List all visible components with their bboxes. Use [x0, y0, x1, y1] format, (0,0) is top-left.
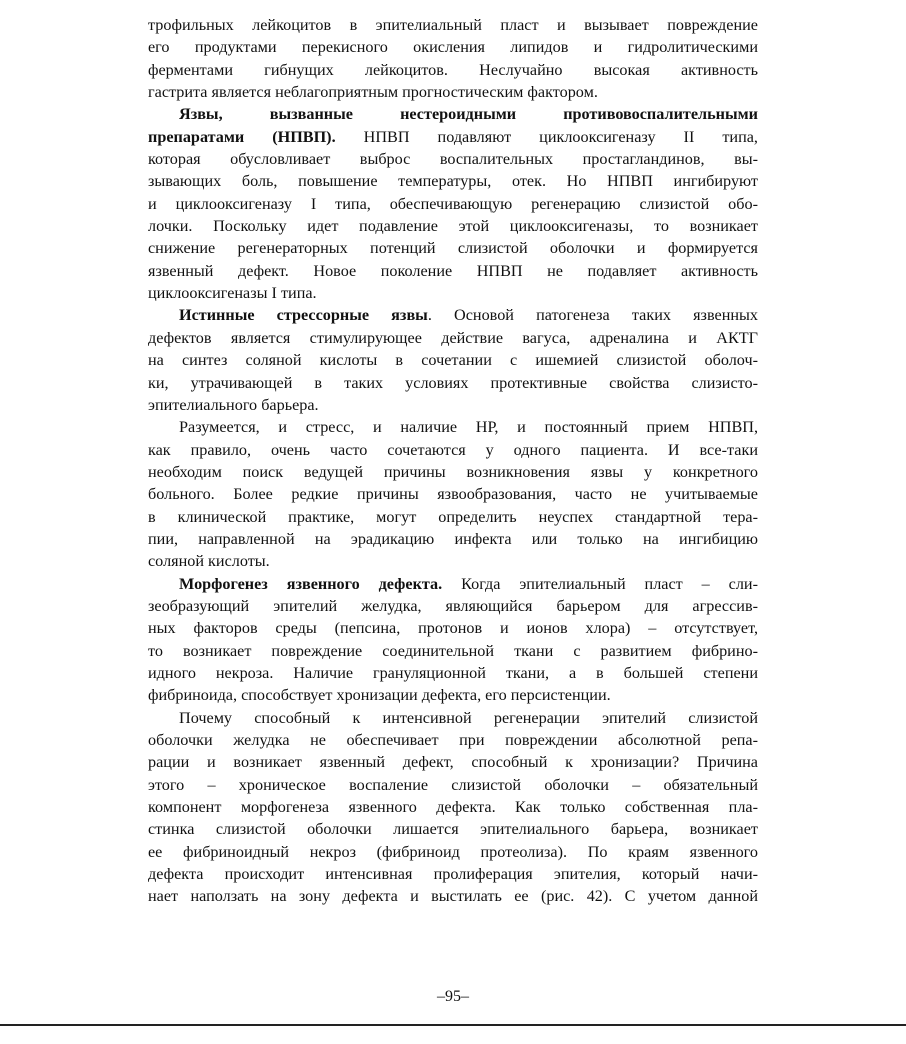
page-number: –95– — [437, 988, 469, 1005]
text-line: необходим поиск ведущей причины возникновения язвы у конкретного — [148, 462, 758, 481]
text-line: ферментами гибнущих лейкоцитов. Неслучайно высокая активность — [148, 60, 758, 79]
text-line: язвенный дефект. Новое поколение НПВП не подавляет активность — [148, 261, 758, 280]
page-body — [148, 14, 758, 908]
text-line: этого – хроническое воспаление слизистой оболочки – обязательный — [148, 775, 758, 794]
text-run: . Основой патогенеза таких язвенных — [427, 306, 758, 325]
paragraph-morphogenesis — [148, 573, 758, 707]
section-heading: Морфогенез язвенного дефекта. — [179, 574, 443, 593]
paragraph-combined-causes — [148, 416, 758, 572]
text-line: дефектов является стимулирующее действие вагуса, адреналина и АКТГ — [148, 328, 758, 347]
text-line: и циклооксигеназу I типа, обеспечивающую регенерацию слизистой обо- — [148, 194, 758, 213]
text-run: Когда эпителиальный пласт – сли- — [442, 574, 758, 593]
section-heading: препаратами (НПВП). — [148, 127, 336, 146]
text-line: нает наползать на зону дефекта и выстилать ее (рис. 42). С учетом данной — [148, 887, 758, 906]
paragraph-1 — [148, 14, 758, 103]
text-line: оболочки желудка не обеспечивает при повреждении абсолютной репа- — [148, 731, 758, 749]
text-line — [148, 126, 758, 148]
text-line: на синтез соляной кислоты в сочетании с ишемией слизистой оболоч- — [148, 351, 758, 370]
text-line: как правило, очень часто сочетаются у одного пациента. И все-таки — [148, 440, 758, 459]
text-line: то возникает повреждение соединительной ткани с развитием фибрино- — [148, 641, 758, 660]
text-line: больного. Более редкие причины язвообразования, часто не учитываемые — [148, 485, 758, 504]
text-line — [148, 304, 758, 326]
text-line: зеобразующий эпителий желудка, являющийся барьером для агрессив- — [148, 596, 758, 615]
text-line: ных факторов среды (пепсина, протонов и ионов хлора) – отсутствует, — [148, 619, 758, 638]
text-line: дефекта происходит интенсивная пролиферация эпителия, который начи- — [148, 865, 758, 884]
text-line: гастрита является неблагоприятным прогностическим фактором. — [148, 83, 598, 102]
bottom-divider — [0, 1024, 906, 1026]
paragraph-stress-ulcers — [148, 304, 758, 416]
text-line: циклооксигеназы I типа. — [148, 284, 317, 303]
text-line: ее фибриноидный некроз (фибриноид протеолиза). По краям язвенного — [148, 842, 758, 861]
text-line: рации и возникает язвенный дефект, способный к хронизации? Причина — [148, 753, 758, 772]
text-line: трофильных лейкоцитов в эпителиальный пласт и вызывает повреждение — [148, 16, 758, 34]
text-line: пии, направленной на эрадикацию инфекта или только на ингибицию — [148, 529, 758, 548]
text-line: фибриноида, способствует хронизации дефекта, его персистенции. — [148, 686, 611, 705]
text-line: лочки. Поскольку идет подавление этой циклооксигеназы, то возникает — [148, 217, 758, 236]
text-line: идного некроза. Наличие грануляционной ткани, а в большей степени — [148, 663, 758, 682]
text-run: НПВП подавляют циклооксигеназу II типа, — [335, 127, 758, 146]
text-line: зывающих боль, повышение температуры, отек. Но НПВП ингибируют — [148, 172, 758, 191]
text-line: соляной кислоты. — [148, 552, 270, 571]
paragraph-why-ulcer — [148, 707, 758, 908]
section-heading: Истинные стрессорные язвы — [179, 306, 428, 325]
text-line: Разумеется, и стресс, и наличие НР, и постоянный прием НПВП, — [179, 418, 758, 437]
text-line: компонент морфогенеза язвенного дефекта. Как только собственная пла- — [148, 798, 758, 817]
paragraph-nsaid-ulcers — [148, 103, 758, 304]
text-line: снижение регенераторных потенций слизистой оболочки и формируется — [148, 239, 758, 258]
text-line — [148, 573, 758, 595]
section-heading: Язвы, вызванные нестероидными противовоспалительными — [179, 105, 758, 124]
text-line: Почему способный к интенсивной регенерации эпителий слизистой — [179, 708, 758, 727]
text-line: в клинической практике, могут определить неуспех стандартной тера- — [148, 507, 758, 526]
text-line: которая обусловливает выброс воспалительных простагландинов, вы- — [148, 150, 758, 169]
text-line: эпителиального барьера. — [148, 395, 319, 414]
text-line: стинка слизистой оболочки лишается эпителиального барьера, возникает — [148, 820, 758, 839]
text-line: его продуктами перекисного окисления липидов и гидролитическими — [148, 38, 758, 57]
text-line: ки, утрачивающей в таких условиях протективные свойства слизисто- — [148, 373, 758, 392]
